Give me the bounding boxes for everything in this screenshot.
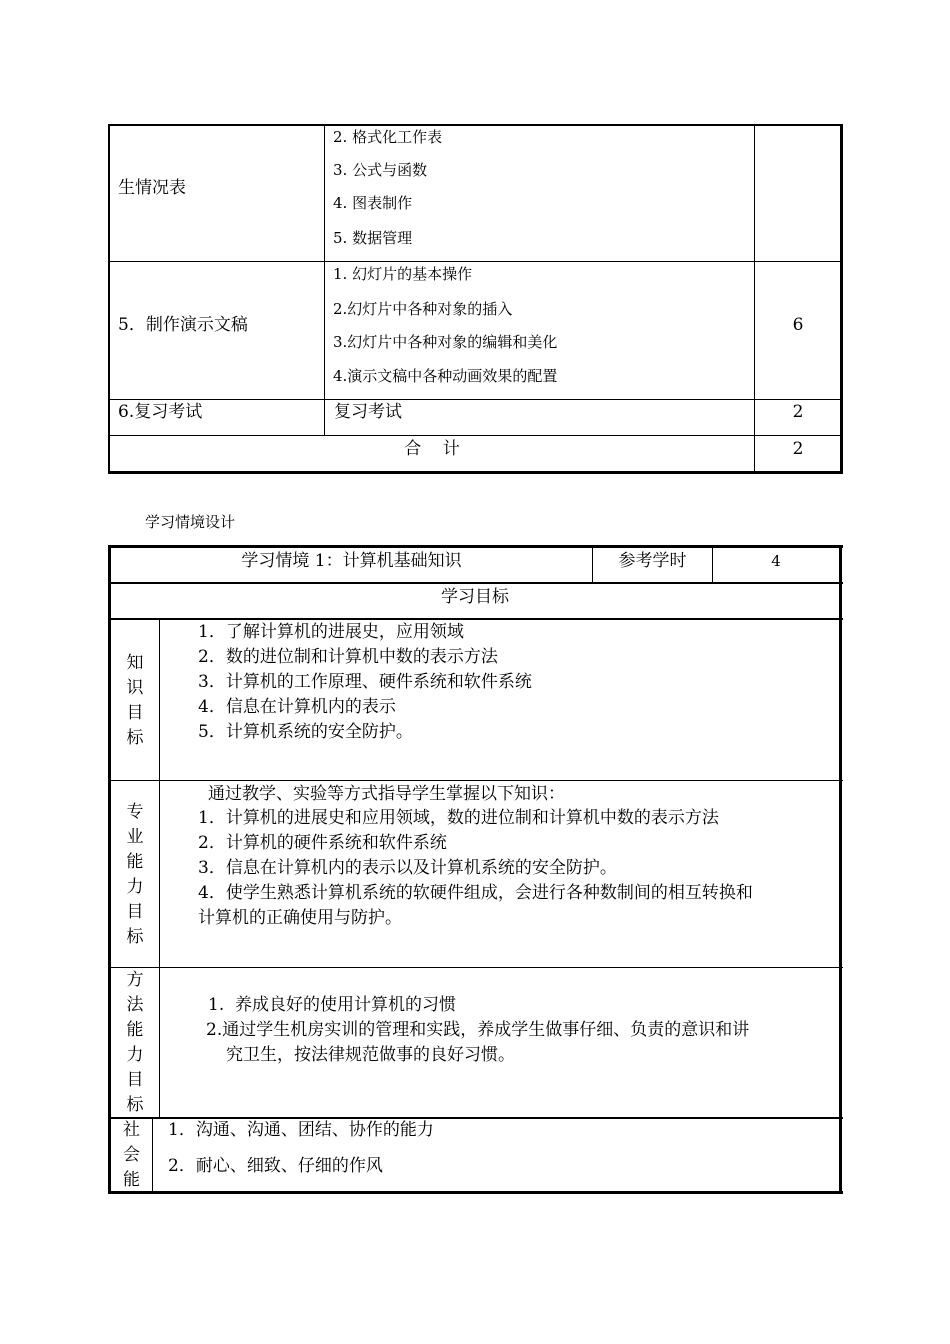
knowledge-line-3: 3．计算机的工作原理、硬件系统和软件系统 — [198, 672, 532, 692]
professional-label-char: 目 — [126, 902, 144, 922]
professional-line-5: 4．使学生熟悉计算机系统的软硬件组成，会进行各种数制间的相互转换和 — [198, 883, 753, 903]
knowledge-line-5: 5．计算机系统的安全防护。 — [198, 722, 413, 742]
professional-line-3: 2．计算机的硬件系统和软件系统 — [198, 833, 447, 853]
professional-label-char: 标 — [126, 927, 144, 947]
row2-item-3: 3.幻灯片中各种对象的编辑和美化 — [333, 333, 558, 351]
method-label-char: 方 — [126, 970, 144, 990]
row3-module: 6.复习考试 — [118, 402, 203, 422]
knowledge-label-char: 目 — [126, 703, 144, 723]
section-title: 学习情境设计 — [145, 513, 236, 531]
knowledge-label-char: 知 — [126, 653, 144, 673]
ref-hours-label: 参考学时 — [618, 551, 687, 571]
method-label-char: 力 — [126, 1045, 144, 1065]
professional-line-1: 通过教学、实验等方式指导学生掌握以下知识： — [208, 784, 565, 804]
method-line-2: 2.通过学生机房实训的管理和实践，养成学生做事仔细、负责的意识和讲 — [206, 1020, 750, 1040]
method-line-3: 究卫生，按法律规范做事的良好习惯。 — [226, 1045, 515, 1065]
row1-item-2: 3. 公式与函数 — [333, 161, 428, 179]
social-label-char: 能 — [123, 1170, 140, 1190]
method-line-1: 1. 养成良好的使用计算机的习惯 — [208, 995, 457, 1015]
social-label-char: 社 — [123, 1120, 140, 1140]
objectives-header: 学习目标 — [441, 587, 509, 607]
method-label-char: 能 — [126, 1020, 144, 1040]
social-label-char: 会 — [123, 1145, 140, 1165]
professional-line-6: 计算机的正确使用与防护。 — [198, 908, 402, 928]
row2-item-4: 4.演示文稿中各种动画效果的配置 — [333, 367, 558, 385]
row3-content: 复习考试 — [334, 402, 402, 422]
situation-title: 学习情境 1：计算机基础知识 — [241, 551, 462, 571]
total-hours: 2 — [792, 439, 804, 459]
professional-label-char: 专 — [126, 802, 144, 822]
professional-label-char: 力 — [126, 877, 144, 897]
knowledge-line-1: 1．了解计算机的进展史，应用领域 — [198, 622, 464, 642]
row2-module: 5．制作演示文稿 — [118, 315, 248, 335]
method-label-char: 法 — [126, 995, 144, 1015]
knowledge-label-char: 识 — [126, 678, 144, 698]
professional-line-2: 1．计算机的进展史和应用领域，数的进位制和计算机中数的表示方法 — [198, 808, 719, 828]
row2-item-2: 2.幻灯片中各种对象的插入 — [333, 300, 513, 318]
professional-label-char: 业 — [126, 827, 144, 847]
row1-item-3: 4. 图表制作 — [333, 194, 413, 212]
knowledge-label-char: 标 — [126, 728, 144, 748]
row2-item-1: 1. 幻灯片的基本操作 — [333, 265, 473, 283]
knowledge-line-4: 4．信息在计算机内的表示 — [198, 697, 396, 717]
schedule-table — [0, 0, 950, 480]
row1-module: 生情况表 — [118, 178, 186, 198]
row3-hours: 2 — [792, 402, 804, 422]
social-line-2: 2．耐心、细致、仔细的作风 — [168, 1156, 383, 1176]
method-label-char: 目 — [126, 1070, 144, 1090]
ref-hours-value: 4 — [771, 552, 781, 570]
knowledge-line-2: 2．数的进位制和计算机中数的表示方法 — [198, 647, 498, 667]
row1-item-4: 5. 数据管理 — [333, 229, 413, 247]
row2-hours: 6 — [792, 315, 804, 335]
total-label: 合 计 — [404, 439, 460, 459]
row1-item-1: 2. 格式化工作表 — [333, 128, 443, 146]
professional-line-4: 3．信息在计算机内的表示以及计算机系统的安全防护。 — [198, 858, 617, 878]
professional-label-char: 能 — [126, 852, 144, 872]
social-line-1: 1．沟通、沟通、团结、协作的能力 — [168, 1120, 434, 1140]
method-label-char: 标 — [126, 1095, 144, 1115]
